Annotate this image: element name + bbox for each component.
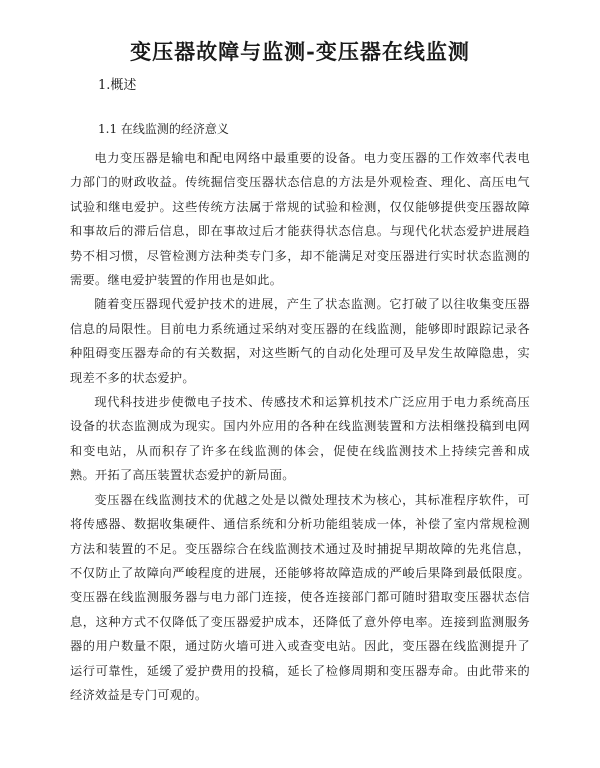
- subsection-heading: 1.1 在线监测的经济意义: [98, 122, 229, 136]
- paragraph-4: 变压器在线监测技术的优越之处是以微处理技术为核心，其标准程序软件，可将传感器、数据收集硬件、通信系统和分析功能组装成一体，补偿了室内常规检测方法和装置的不足。变压器综合在线监测技术通过及时捕捉早期故障的先兆信息，不仅防止了故障向严峻程度的进展，还能够将故障造成的严峻后果降到最低限度。变压器在线监测服务器与电力部门连接，使各连接部门都可随时猎取变压器状态信息，这种方式不仅降低了变压器爱护成本，还降低了意外停电率。连接到监测服务器的用户数量不限，通过防火墙可进入或查变电站。因此，变压器在线监测提升了运行可靠性，延缓了爱护费用的投稿，延长了检修周期和变压器寿命。由此带来的经济效益是专门可观的。: [70, 492, 530, 702]
- paragraph-3: 现代科技进步使微电子技术、传感技术和运算机技术广泛应用于电力系统高压设备的状态监测成为现实。国内外应用的各种在线监测装置和方法相继投稿到电网和变电站，从而积存了许多在线监测的体会，促使在线监测技术上持续完善和成熟。开拓了高压装置状态爱护的新局面。: [70, 395, 530, 483]
- paragraph-2: 随着变压器现代爱护技术的进展，产生了状态监测。它打破了以往收集变压器信息的局限性。目前电力系统通过采纳对变压器的在线监测，能够即时跟踪记录各种阻碍变压器寿命的有关数据，对这些断气的自动化处理可及早发生故障隐患，实现差不多的状态爱护。: [70, 297, 530, 385]
- document-title: 变压器故障与监测-变压器在线监测: [130, 39, 470, 64]
- paragraph-1: 电力变压器是输电和配电网络中最重要的设备。电力变压器的工作效率代表电力部门的财政收益。传统掘信变压器状态信息的方法是外观检查、理化、高压电气试验和继电爱护。这些传统方法属于常规的试验和检测，仅仅能够提供变压器故障和事故后的滞后信息，即在事故过后才能获得状态信息。与现代化状态爱护进展趋势不相习惯，尽管检测方法种类专门多，却不能满足对变压器进行实时状态监测的需要。继电爱护装置的作用也是如此。: [70, 151, 530, 288]
- section-heading: 1.概述: [98, 78, 137, 93]
- body-text: [70, 146, 530, 707]
